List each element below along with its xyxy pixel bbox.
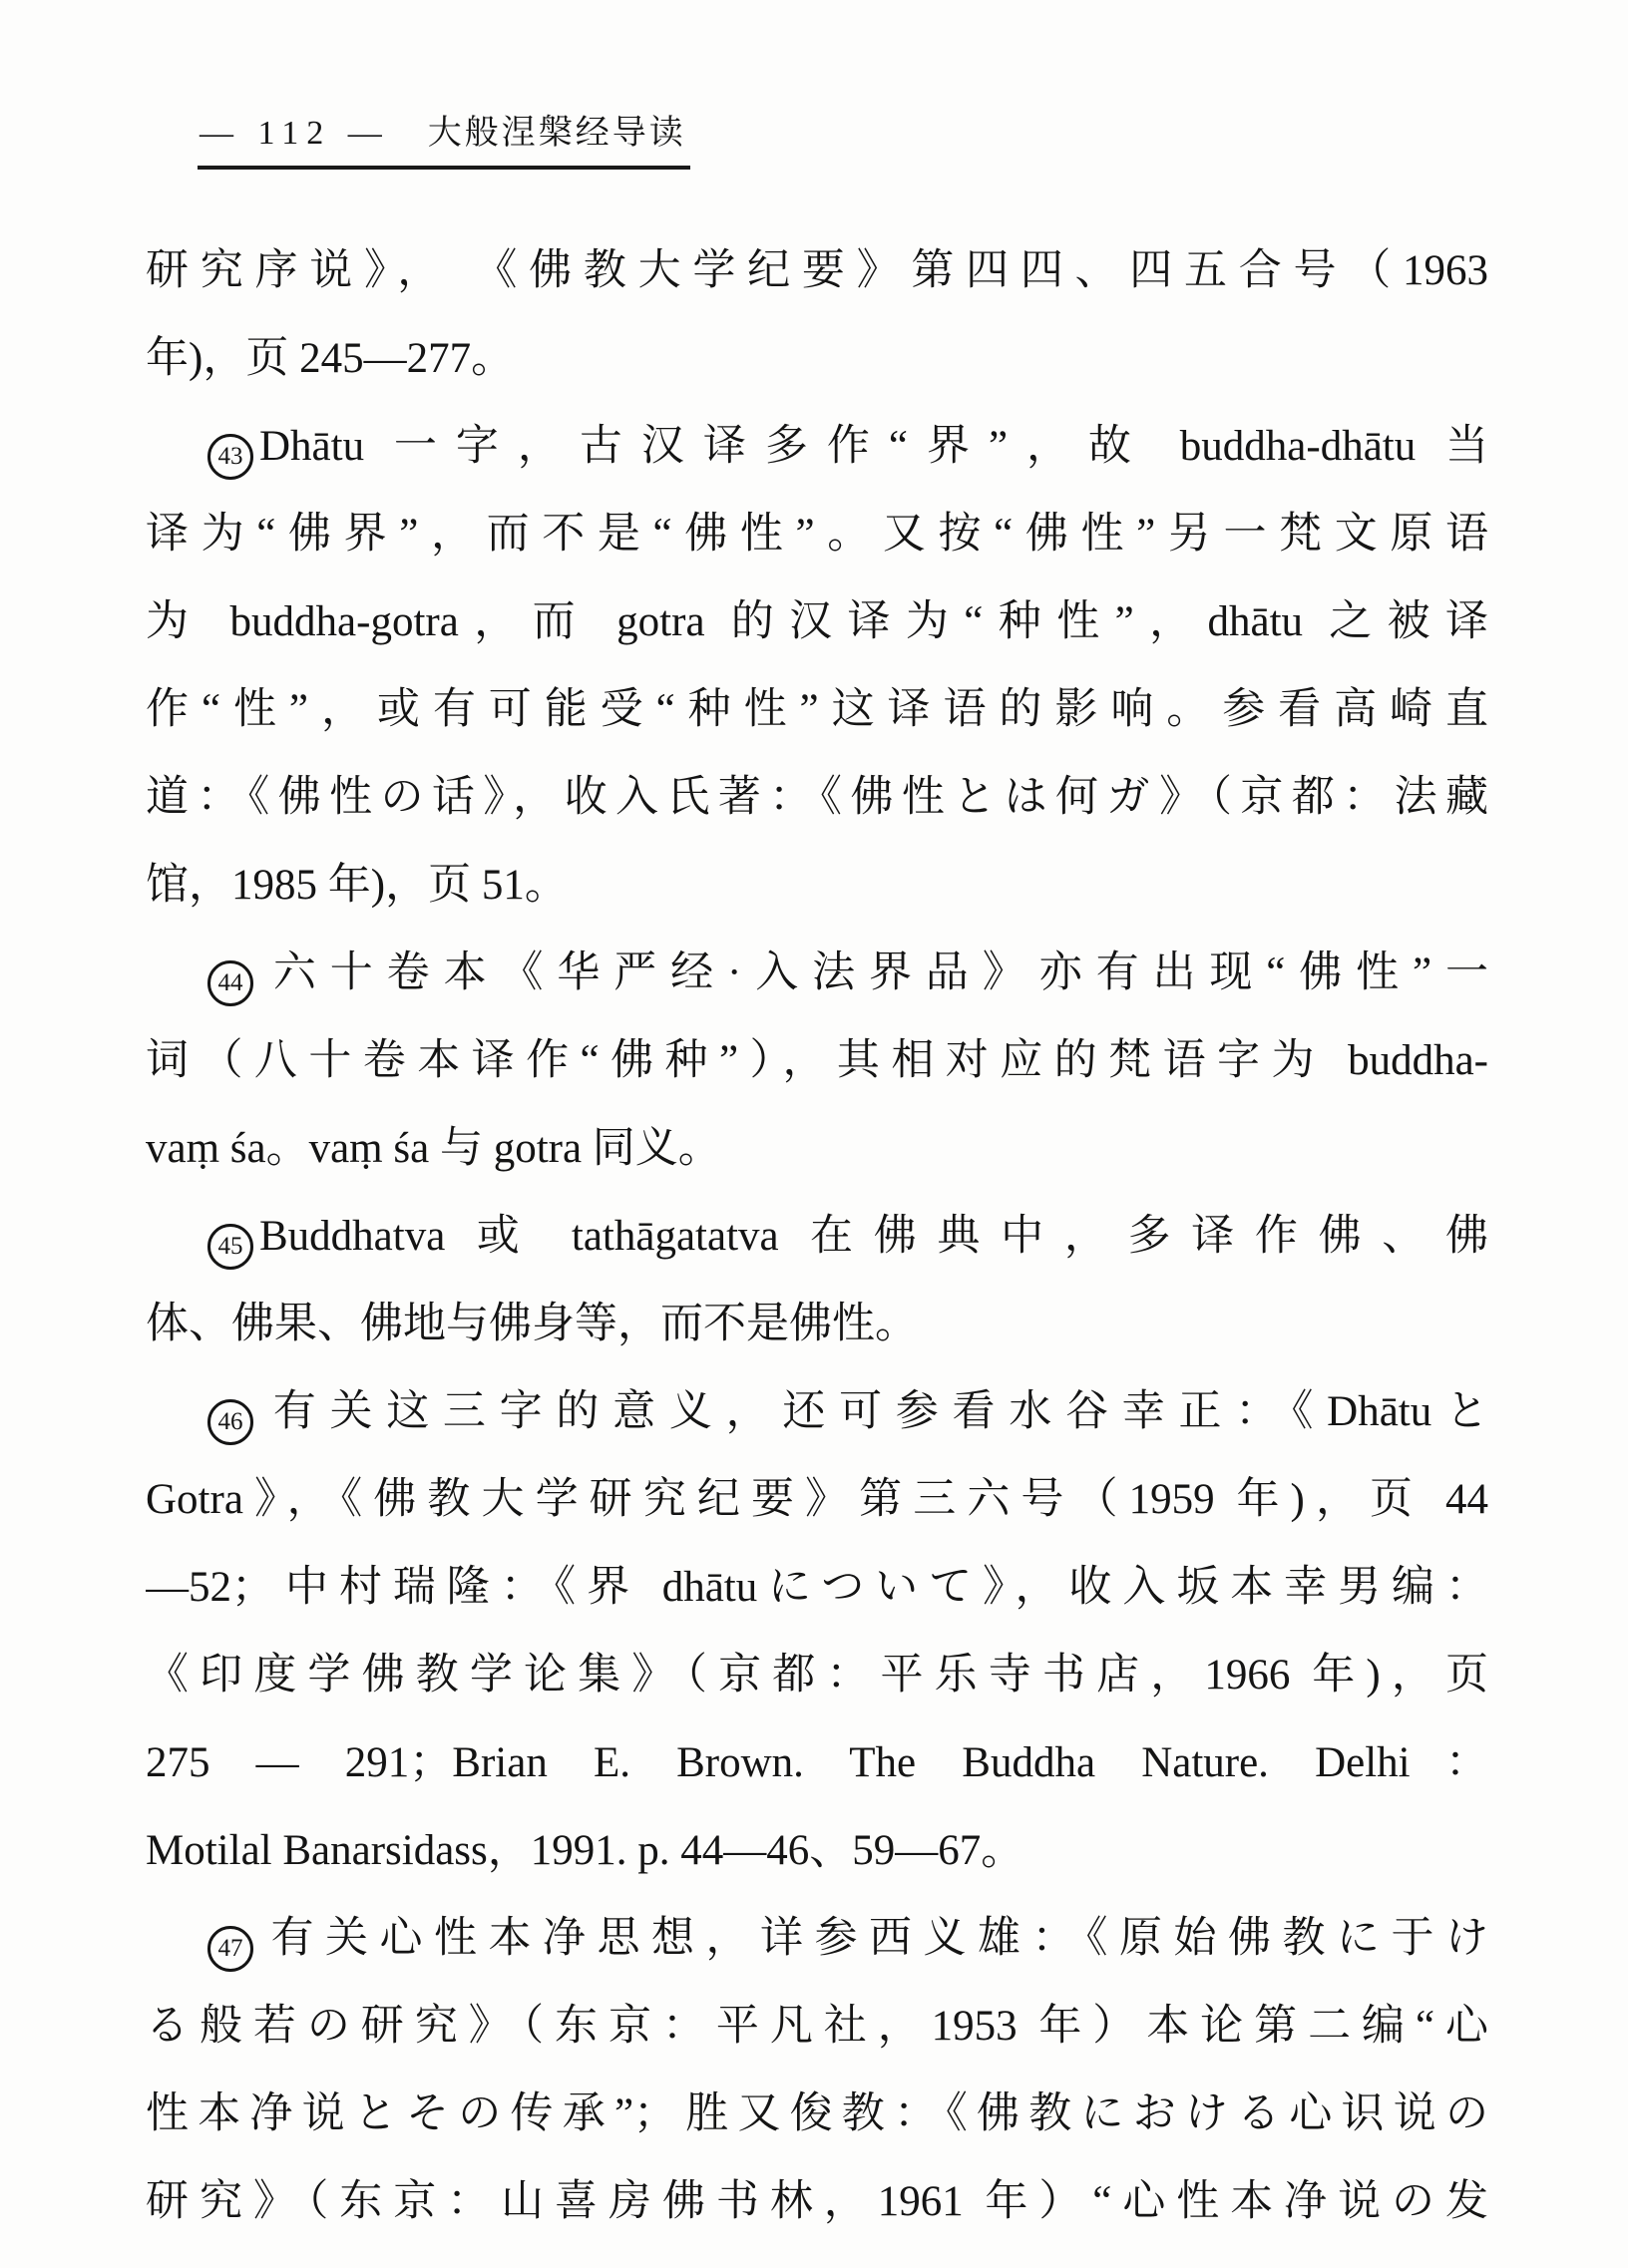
text-line [146,930,1488,1017]
text-line: 年)，页 245—277。 [146,335,515,382]
line-text: Dhātu 一字，古汉译多作“界”，故 buddha-dhātu 当 [259,423,1488,470]
paragraph [146,1895,1488,2246]
line-text: 六十卷本《华严经·入法界品》亦有出现“佛性”一 [259,949,1488,996]
text-line: Motilal Banarsidass，1991. p. 44—46、59—67。 [146,1827,1024,1874]
footnote-number-badge: 45 [207,1224,253,1270]
page-number: — 112 — [200,115,390,152]
text-line: 词（八十卷本译作“佛种”），其相对应的梵语字为 buddha- [146,1037,1488,1084]
page-body [146,227,1488,2246]
book-title: 大般涅槃经导读 [427,115,686,152]
paragraph [146,930,1488,1193]
paragraph [146,1368,1488,1895]
line-text: 有关这三字的意义，还可参看水谷幸正：《Dhātuと [259,1388,1488,1435]
text-line [146,1193,1488,1281]
line-text: Buddhatva 或 tathāgatatva 在佛典中，多译作佛、佛 [259,1213,1488,1260]
paragraph [146,227,1488,403]
text-line: 《印度学佛教学论集》（京都：平乐寺书店，1966 年)，页 [146,1652,1488,1699]
footnote-number-badge: 43 [207,434,253,480]
text-line: 道：《佛性の话》，收入氏著：《佛性とは何ガ》（京都：法藏 [146,774,1488,821]
text-line: Gotra》，《佛教大学研究纪要》第三六号（1959 年)，页 44 [146,1476,1488,1523]
text-line: 275 — 291；Brian E. Brown. The Buddha Nature. Delhi： [146,1739,1488,1786]
text-line: 性本净说とその传承”；胜又俊教：《佛教における心识说の [146,2090,1488,2137]
footnote-number-badge: 47 [207,1926,253,1972]
text-line [146,403,1488,491]
text-line: —52；中村瑞隆：《界 dhātuについて》，收入坂本幸男编： [146,1564,1488,1611]
text-line: 馆，1985 年)，页 51。 [146,862,568,909]
paragraph [146,1193,1488,1368]
footnote-number-badge: 44 [207,960,253,1006]
text-line: る般若の研究》（东京：平凡社，1953 年）本论第二编“心 [146,2003,1488,2050]
text-line: vaṃ śa。vaṃ śa 与 gotra 同义。 [146,1125,721,1172]
text-line: 作“性”，或有可能受“种性”这译语的影响。参看高崎直 [146,686,1488,733]
text-line: 研究序说》， 《佛教大学纪要》第四四、四五合号（1963 [146,247,1488,294]
text-line [146,1368,1488,1456]
line-text: 有关心性本净思想，详参西义雄：《原始佛教に于け [259,1915,1488,1962]
paragraph [146,403,1488,930]
text-line: 研究》（东京：山喜房佛书林，1961 年）“心性本净说の发 [146,2178,1488,2225]
running-header [198,112,690,170]
footnote-number-badge: 46 [207,1399,253,1445]
text-line [146,1895,1488,1983]
text-line: 为 buddha-gotra，而 gotra 的汉译为“种性”，dhātu 之被译 [146,598,1488,645]
text-line: 体、佛果、佛地与佛身等，而不是佛性。 [146,1301,918,1347]
text-line: 译为“佛界”，而不是“佛性”。又按“佛性”另一梵文原语 [146,511,1488,558]
